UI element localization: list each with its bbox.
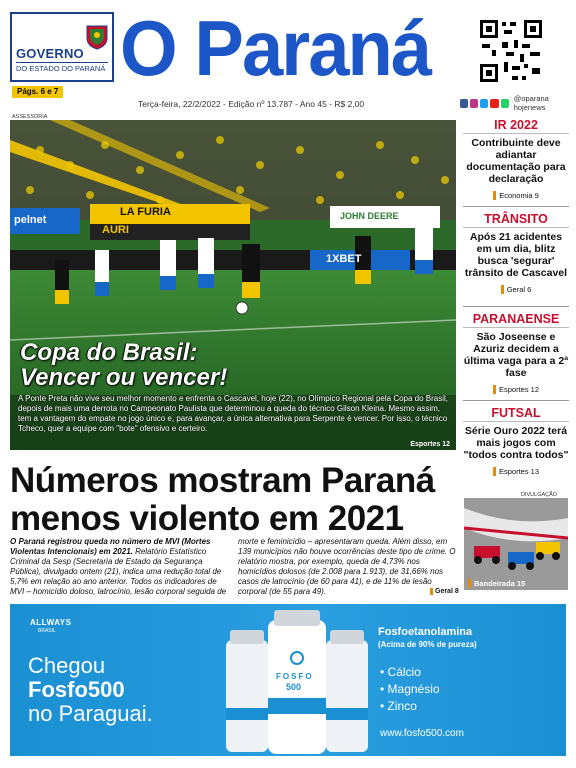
sidebar-head: FUTSAL bbox=[463, 406, 569, 422]
product-bottles bbox=[222, 610, 372, 756]
copa-headline-line1: Copa do Brasil: bbox=[20, 339, 198, 366]
sidebar-head: IR 2022 bbox=[463, 118, 569, 134]
main-headline[interactable]: Números mostram Paraná menos violento em 2021 bbox=[10, 461, 435, 538]
youtube-icon[interactable] bbox=[490, 99, 498, 108]
main-lede-text: Relatório Estatístico Criminal da Sesp (Secretaria de Estado da Segurança Pública), divulgado ontem (21), indica uma redução total de 5,7% em relação ao ano anterior. Todos os indicadores de MVI – homicídio doloso, latrocínio, lesão corporal seguida de morte e feminicídio – apresentaram queda. Além disso, em 139 municípios não houve ocorrências deste tipo de crime. O relatório mostra, por exemplo, queda de 4,73% nos homicídios dolosos (de 2.008 para 1.913), de 31,66% nos casos de latrocínio (de 60 para 41), e de 11% de lesão corporal (de 55 para 49). bbox=[10, 537, 456, 596]
sidebar-divider bbox=[463, 306, 569, 307]
sidebar-divider bbox=[463, 206, 569, 207]
ad-ingredient: • Zinco bbox=[380, 699, 417, 713]
sidebar-item-transito[interactable] bbox=[463, 212, 569, 297]
fosfo500-advertisement[interactable] bbox=[10, 604, 566, 756]
parana-crest-icon bbox=[86, 24, 108, 50]
ad-product-subtitle: (Acima de 90% de pureza) bbox=[378, 640, 477, 649]
dateline: Terça-feira, 22/2/2022 - Edição nº 13.787 - Ano 45 - R$ 2,00 bbox=[138, 99, 365, 109]
banner-la-furia: LA FURIA bbox=[120, 206, 171, 218]
allways-logo-sub: BRASIL bbox=[38, 628, 56, 634]
instagram-icon[interactable] bbox=[470, 99, 478, 108]
twitter-icon[interactable] bbox=[480, 99, 488, 108]
main-lede-bold: O Paraná registrou queda no número de MVI (Mortes Violentas Intencionais) em 2021. bbox=[10, 537, 211, 556]
main-lede bbox=[10, 537, 456, 597]
kart-photo[interactable] bbox=[464, 498, 568, 590]
whatsapp-icon[interactable] bbox=[501, 99, 509, 108]
photo-credit: ASSESSORIA bbox=[12, 114, 48, 120]
pages-badge[interactable]: Págs. 6 e 7 bbox=[12, 86, 63, 98]
sidebar-item-futsal[interactable] bbox=[463, 406, 569, 479]
facebook-icon[interactable] bbox=[460, 99, 468, 108]
ad-ingredients-list bbox=[380, 664, 440, 715]
sidebar-page-ref[interactable]: Esportes 12 bbox=[493, 385, 539, 394]
kart-race-photo bbox=[464, 498, 568, 590]
ad-ingredient: • Magnésio bbox=[380, 682, 440, 696]
lead-photo-story[interactable] bbox=[10, 120, 456, 450]
sidebar-item-paranaense[interactable] bbox=[463, 312, 569, 397]
ad-ingredient: • Cálcio bbox=[380, 665, 421, 679]
allways-logo: ALLWAYS bbox=[30, 618, 72, 627]
banner-pelnet: pelnet bbox=[14, 214, 47, 226]
governo-title: GOVERNO bbox=[16, 46, 84, 61]
sidebar-page-ref[interactable]: Geral 6 bbox=[501, 285, 532, 294]
sidebar-item-ir2022[interactable] bbox=[463, 118, 569, 203]
bottle-label-fosfo: FOSFO bbox=[276, 672, 314, 681]
ad-website-link[interactable]: www.fosfo500.com bbox=[380, 728, 464, 739]
sidebar-text: São Joseense e Azuriz decidem a última vaga para a 2ª fase bbox=[463, 331, 569, 379]
social-handle: @oparana hojenews bbox=[513, 94, 549, 112]
banner-auri: AURI bbox=[102, 224, 129, 236]
masthead bbox=[0, 0, 576, 110]
sidebar-page-ref[interactable]: Esportes 13 bbox=[493, 467, 539, 476]
qr-code-icon[interactable] bbox=[478, 18, 544, 84]
ad-product-title: Fosfoetanolamina bbox=[378, 626, 473, 638]
main-page-ref[interactable]: Geral 8 bbox=[430, 588, 459, 595]
copa-headline[interactable] bbox=[20, 340, 227, 390]
sidebar-head: TRÂNSITO bbox=[463, 212, 569, 228]
sidebar-head: PARANAENSE bbox=[463, 312, 569, 328]
sidebar-text: Contribuinte deve adiantar documentação para declaração bbox=[466, 137, 566, 185]
sidebar-text: Após 21 acidentes em um dia, blitz busca 'segurar' trânsito de Cascavel bbox=[464, 231, 568, 279]
banner-1xbet: 1XBET bbox=[326, 253, 362, 265]
sidebar-text: Série Ouro 2022 terá mais jogos com "todos contra todos" bbox=[463, 425, 569, 461]
sidebar-divider bbox=[463, 400, 569, 401]
ad-line-chegou: Chegou bbox=[28, 653, 106, 678]
copa-caption: A Ponte Preta não vive seu melhor momento e enfrenta o Cascavel, hoje (22), no Olímpico Regional pela Copa do Brasil, depois de mais uma derrota no Campeonato Paulista que determinou a queda do técnico Gilson Kleina. Mesmo assim, tem a vantagem do empate no jogo único e, para avançar, a única alternativa para Serpente é vencer. Por isso, o técnico Tcheco, quer a equipe com "bote" ofensivo e certeiro. bbox=[18, 394, 449, 433]
governo-subtitle: DO ESTADO DO PARANÁ bbox=[16, 62, 108, 73]
kart-photo-credit: DIVULGAÇÃO bbox=[521, 492, 558, 498]
copa-headline-line2: Vencer ou vencer! bbox=[20, 364, 228, 391]
governo-logo[interactable] bbox=[10, 12, 114, 82]
social-links[interactable] bbox=[460, 94, 576, 112]
ad-line-paraguai: no Paraguai. bbox=[28, 701, 153, 726]
copa-page-ref[interactable]: Esportes 12 bbox=[410, 441, 450, 448]
newspaper-logo[interactable]: O Paraná bbox=[120, 4, 431, 92]
kart-page-ref[interactable]: Bandeirada 15 bbox=[468, 579, 525, 588]
sidebar-page-ref[interactable]: Economia 9 bbox=[493, 191, 539, 200]
banner-john-deere: JOHN DEERE bbox=[340, 211, 399, 221]
bottle-label-500: 500 bbox=[286, 682, 302, 692]
ad-line-fosfo500: Fosfo500 bbox=[28, 677, 125, 702]
